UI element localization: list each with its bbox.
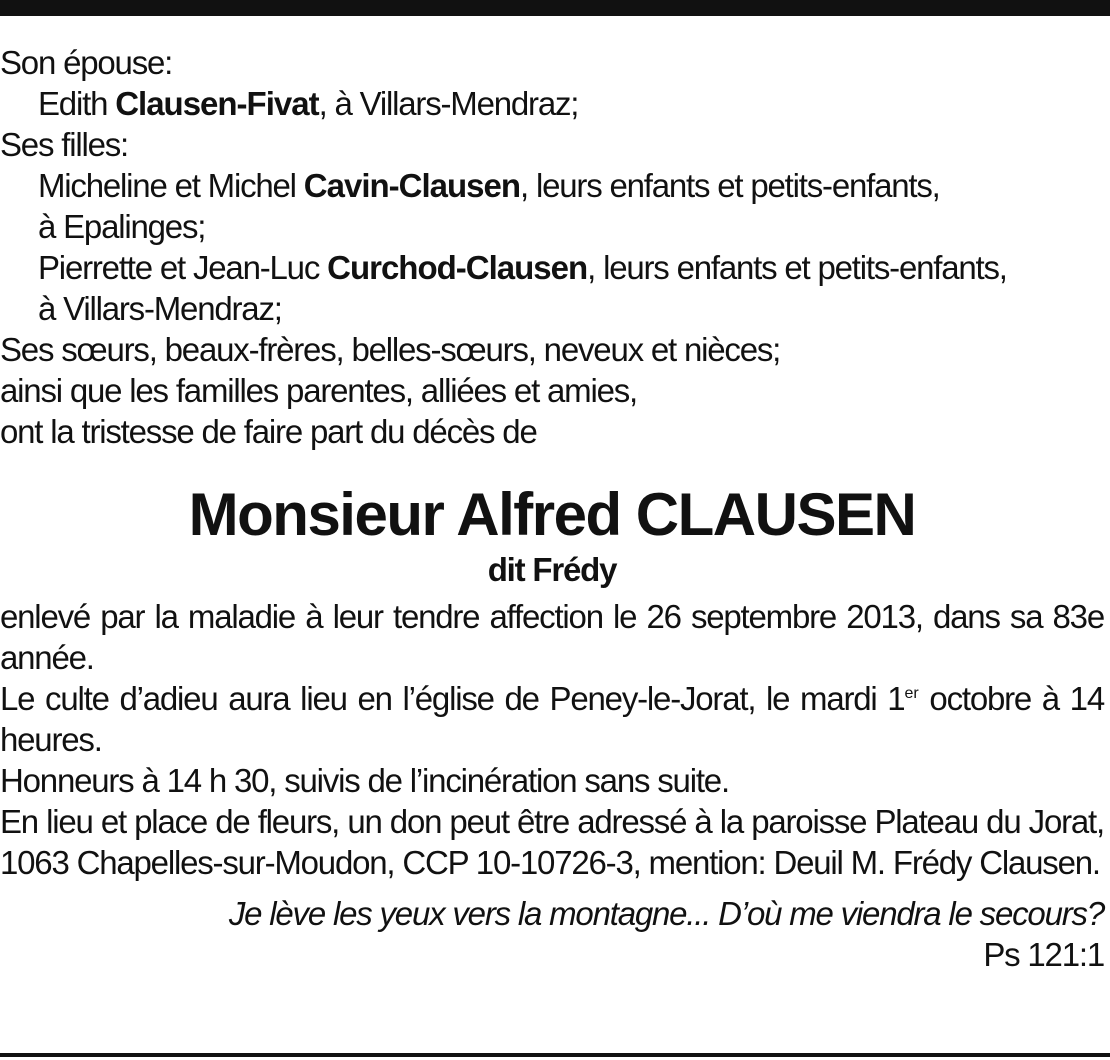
spouse-first-name: Edith	[38, 85, 116, 122]
bottom-rule	[0, 1053, 1110, 1057]
service-paragraph	[0, 678, 1104, 760]
verse-quote: Je lève les yeux vers la montagne... D’où me viendra le secours?	[228, 895, 1104, 932]
siblings-line: Ses sœurs, beaux-frères, belles-sœurs, neveux et nièces;	[0, 331, 781, 368]
daughter2-surname: Curchod-Clausen	[327, 249, 588, 286]
daughter2-place: à Villars-Mendraz;	[38, 290, 282, 327]
service-text-start: Le culte d’adieu aura lieu en l’église de Peney-le-Jorat, le mardi 1	[0, 680, 905, 717]
daughter2-first-names: Pierrette et Jean-Luc	[38, 249, 328, 286]
daughter1-family: , leurs enfants et petits-enfants,	[520, 167, 940, 204]
honors-paragraph: Honneurs à 14 h 30, suivis de l’incinération sans suite.	[0, 762, 729, 799]
notice-text	[0, 42, 1104, 975]
daughter1-first-names: Micheline et Michel	[38, 167, 304, 204]
service-text-end: octobre à 14 heures.	[0, 680, 1104, 758]
death-paragraph: enlevé par la maladie à leur tendre affection le 26 septembre 2013, dans sa 83e année.	[0, 598, 1104, 676]
top-rule	[0, 0, 1110, 16]
spouse-label: Son épouse:	[0, 44, 173, 81]
families-line: ainsi que les familles parentes, alliées et amies,	[0, 372, 638, 409]
announce-line: ont la tristesse de faire part du décès de	[0, 413, 537, 450]
service-ordinal: er	[904, 685, 919, 702]
spouse-surname: Clausen-Fivat	[115, 85, 319, 122]
daughter1-place: à Epalinges;	[38, 208, 206, 245]
spouse-line	[0, 83, 1104, 124]
deceased-nickname: dit Frédy	[487, 551, 617, 588]
spouse-place: , à Villars-Mendraz;	[318, 85, 579, 122]
donation-paragraph: En lieu et place de fleurs, un don peut être adressé à la paroisse Plateau du Jorat, 1063 Chapelles-sur-Moudon, CCP 10-10726-3, mention: Deuil M. Frédy Clausen.	[0, 803, 1104, 881]
daughters-label: Ses filles:	[0, 126, 129, 163]
daughter2-family: , leurs enfants et petits-enfants,	[587, 249, 1007, 286]
daughter2-line	[0, 247, 1104, 288]
deceased-name: Monsieur Alfred CLAUSEN	[188, 481, 916, 548]
daughter1-surname: Cavin-Clausen	[303, 167, 521, 204]
verse-reference: Ps 121:1	[983, 936, 1104, 973]
daughter1-line	[0, 165, 1104, 206]
